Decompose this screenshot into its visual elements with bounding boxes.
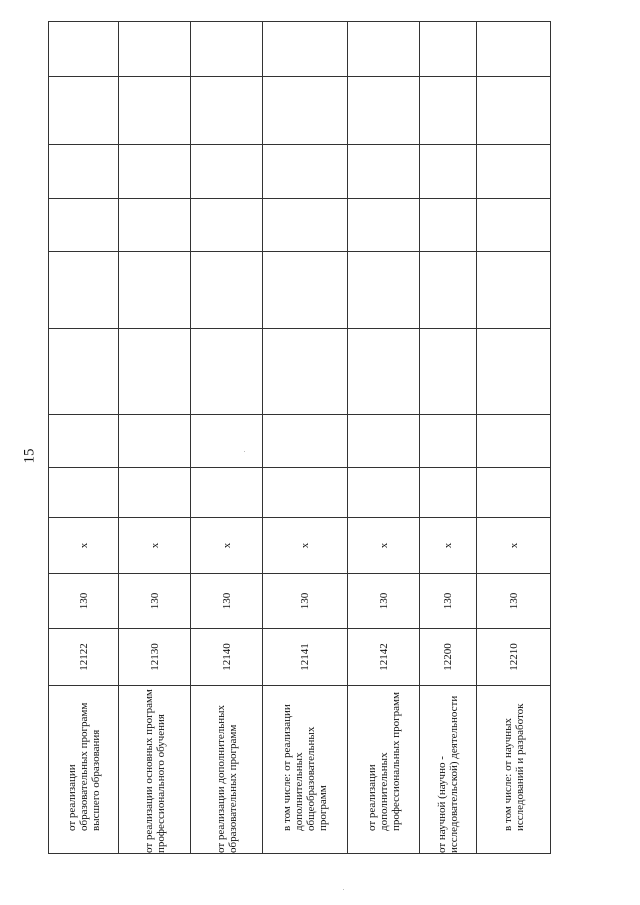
table-cell [119,199,191,252]
row-mark: x [348,518,420,574]
row-kosgu: 130 [420,574,477,629]
table-cell [263,199,348,252]
row-label: в том числе: от реализации дополнительных общеобразовательных программ [263,686,348,854]
scan-dot [343,889,344,890]
table-cell [191,468,263,518]
table-cell [263,22,348,77]
table-cell [263,252,348,329]
table-cell [477,22,551,77]
row-kosgu: 130 [348,574,420,629]
table-cell [420,468,477,518]
table-cell [119,145,191,199]
table-cell [191,329,263,415]
table-cell [348,145,420,199]
table-cell [191,252,263,329]
row-label: от реализации дополнительных образовательных программ [191,686,263,854]
row-code: 12130 [119,629,191,686]
table-cell [348,468,420,518]
table-cell [263,77,348,145]
row-label: от научной (научно - исследовательской) деятельности [420,686,477,854]
row-code: 12141 [263,629,348,686]
table-cell [477,145,551,199]
row-label: в том числе: от научных исследований и разработок [477,686,551,854]
row-code: 12200 [420,629,477,686]
row-mark: x [263,518,348,574]
table-cell [119,329,191,415]
row-kosgu: 130 [119,574,191,629]
table-row [477,22,551,854]
table-cell [348,199,420,252]
table-cell [420,199,477,252]
table-cell [477,252,551,329]
table-cell [191,145,263,199]
table-row [191,22,263,854]
table-cell [263,329,348,415]
table-cell [420,252,477,329]
table-cell [49,199,119,252]
row-label: от реализации основных программ профессионального обучения [119,686,191,854]
row-code: 12210 [477,629,551,686]
financial-plan-table [48,21,551,854]
row-mark: x [477,518,551,574]
scan-dot [244,451,245,452]
table-cell [119,22,191,77]
table-cell [49,415,119,468]
table-cell [348,22,420,77]
row-mark: x [191,518,263,574]
table-row [119,22,191,854]
row-kosgu: 130 [191,574,263,629]
table-cell [191,77,263,145]
page-number-text: 15 [21,448,38,464]
table-cell [263,415,348,468]
table-cell [49,22,119,77]
table-row [263,22,348,854]
table-cell [191,22,263,77]
rotated-table-wrapper [48,22,550,854]
table-cell [119,468,191,518]
table-cell [420,329,477,415]
row-mark: x [420,518,477,574]
table-cell [348,77,420,145]
row-kosgu: 130 [477,574,551,629]
table-cell [348,252,420,329]
row-mark: x [49,518,119,574]
table-cell [477,468,551,518]
table-cell [49,329,119,415]
table-cell [477,77,551,145]
table-cell [420,77,477,145]
table-row [420,22,477,854]
table-cell [191,415,263,468]
row-kosgu: 130 [263,574,348,629]
table-cell [191,199,263,252]
table-cell [348,329,420,415]
row-code: 12140 [191,629,263,686]
row-label: от реализации образовательных программ высшего образования [49,686,119,854]
table-cell [119,252,191,329]
table-cell [263,145,348,199]
table-row [49,22,119,854]
table-cell [348,415,420,468]
table-cell [420,145,477,199]
table-cell [49,468,119,518]
row-code: 12122 [49,629,119,686]
row-kosgu: 130 [49,574,119,629]
row-label: от реализации дополнительных профессиональных программ [348,686,420,854]
table-row [348,22,420,854]
table-cell [477,199,551,252]
table-cell [49,252,119,329]
table-cell [49,145,119,199]
table-cell [420,415,477,468]
row-code: 12142 [348,629,420,686]
table-cell [119,77,191,145]
table-cell [477,329,551,415]
row-mark: x [119,518,191,574]
table-cell [263,468,348,518]
table-cell [477,415,551,468]
table-cell [119,415,191,468]
table-cell [420,22,477,77]
table-cell [49,77,119,145]
